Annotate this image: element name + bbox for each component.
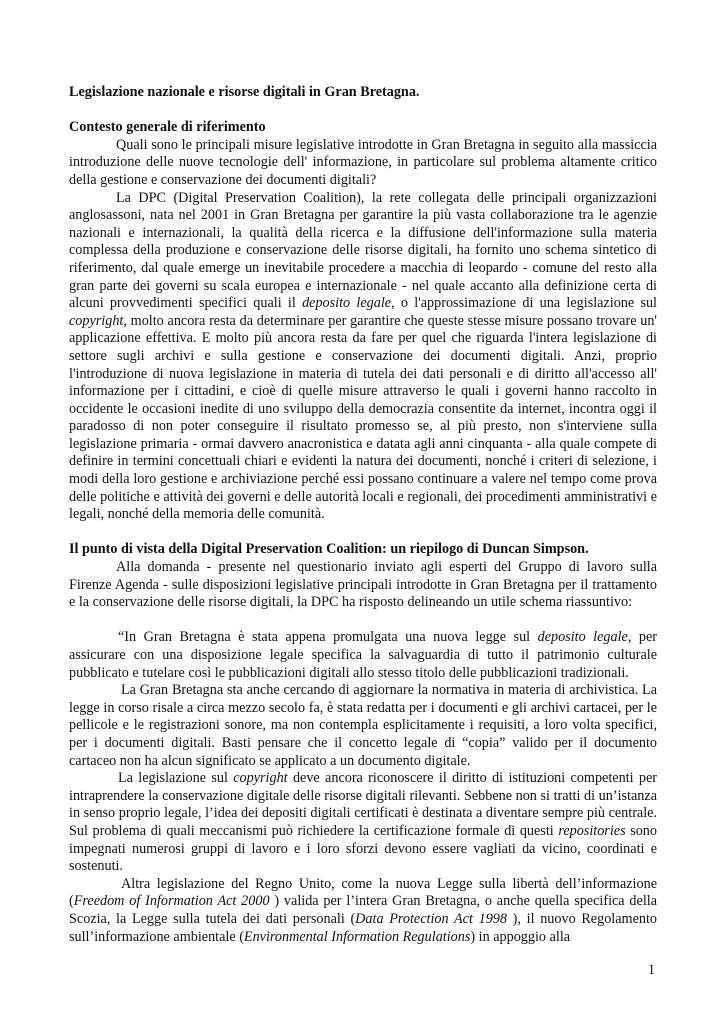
- page-number: 1: [647, 962, 655, 978]
- paragraph-question: Quali sono le principali misure legislative introdotte in Gran Bretagna in seguito alla massiccia introduzione delle nuove tecnologie dell' informazione, in particolare sul problema altamente critico della gestione e conservazione dei documenti digitali?: [69, 136, 657, 188]
- document-title: Legislazione nazionale e risorse digitali in Gran Bretagna.: [69, 84, 420, 100]
- quote-paragraph-archives: La Gran Bretagna sta anche cercando di aggiornare la normativa in materia di archivistica. La legge in corso risale a circa mezzo secolo fa, è stata redatta per i documenti e gli archivi cartacei, per le pellicole e le registrazioni sonore, ma non contempla esplicitamente i requisiti, a loro volta specifici, per i documenti digitali. Basti pensare che il concetto legale di “copia” valido per il documento cartaceo non ha alcun significato se applicato a un documento digitale.: [69, 682, 657, 769]
- quote-paragraph-copyright: La legislazione sul copyright deve ancora riconoscere il diritto di istituzioni competenti per intraprendere la conservazione digitale delle risorse digitali rilevanti. Sebbene non si tratti di un’istanza in senso proprio legale, l’idea dei depositi digitali certificati è destinata a diventare sempre più centrale. Sul problema di quali meccanismi può richiedere la certificazione formale di questi repositories sono impegnati numerosi gruppi di lavoro e i loro sforzi devono essere vagliati da vicino, coordinati e sostenuti.: [69, 770, 657, 875]
- paragraph-question-answer: Alla domanda - presente nel questionario inviato agli esperti del Gruppo di lavoro sulla Firenze Agenda - sulle disposizioni legislative principali introdotte in Gran Bretagna per il trattamento e la conservazione delle risorse digitali, la DPC ha risposto delineando un utile schema riassuntivo:: [69, 559, 657, 611]
- quote-paragraph-other-legislation: Altra legislazione del Regno Unito, come la nuova Legge sulla libertà dell’informazione (Freedom of Information Act 2000 ) valida per l’intera Gran Bretagna, o anche quella specifica della Scozia, la Legge sulla tutela dei dati personali (Data Protection Act 1998 ), il nuovo Regolamento sull’informazione ambientale (Environmental Information Regulations) in appoggio alla: [69, 875, 657, 945]
- quote-paragraph-legal-deposit: “In Gran Bretagna è stata appena promulgata una nuova legge sul deposito legale, per assicurare con una disposizione legale specifica la salvaguardia di tutto il patrimonio culturale pubblicato e tutelare così le pubblicazioni digitali allo stesso titolo delle pubblicazioni tradizionali.: [69, 629, 657, 681]
- paragraph-dpc: La DPC (Digital Preservation Coalition), la rete collegata delle principali organizzazioni anglosassoni, nata nel 2001 in Gran Bretagna per garantire la più vasta collaborazione tra le agenzie nazionali e internazionali, la qualità della ricerca e la diffusione dell'informazione sulla materia complessa della produzione e conservazione delle risorse digitali, ha fornito uno schema sintetico di riferimento, dal quale emerge un inevitabile procedere a macchia di leopardo - comune del resto alla gran parte dei governi su scala europea e internazionale - nel quale accanto alla definizione certa di alcuni provvedimenti specifici quali il deposito legale, o l'approssimazione di una legislazione sul copyright, molto ancora resta da determinare per garantire che queste stesse misure possano trovare un' applicazione effettiva. E molto più ancora resta da fare per quel che riguarda l'intera legislazione di settore sugli archivi e sulla gestione e conservazione dei documenti digitali. Anzi, proprio l'introduzione di nuova legislazione in materia di tutela dei dati personali e di diritto all'accesso all' informazione per i cittadini, e cioè di quelle misure attraverso le quali i governi hanno raccolto in occidente le occasioni inedite di uno sviluppo della democrazia consentite da internet, incontra oggi il paradosso di non poter conseguire il risultato promesso se, al più presto, non s'interviene sulla legislazione primaria - ormai davvero anacronistica e datata agli anni cinquanta - alla quale compete di definire in termini concettuali chiari e evidenti la natura dei documenti, nonché i criteri di selezione, i modi della loro gestione e archiviazione perché essi possano continuare a valere nel tempo come prova delle politiche e attività dei governi e delle autorità locali e regionali, dei procedimenti amministrativi e legali, nonché della memoria delle comunità.: [69, 189, 657, 523]
- document-page: [69, 84, 657, 946]
- section-heading-dpc-view: Il punto di vista della Digital Preservation Coalition: un riepilogo di Duncan Simpson.: [69, 541, 589, 558]
- section-heading-context: Contesto generale di riferimento: [69, 119, 266, 136]
